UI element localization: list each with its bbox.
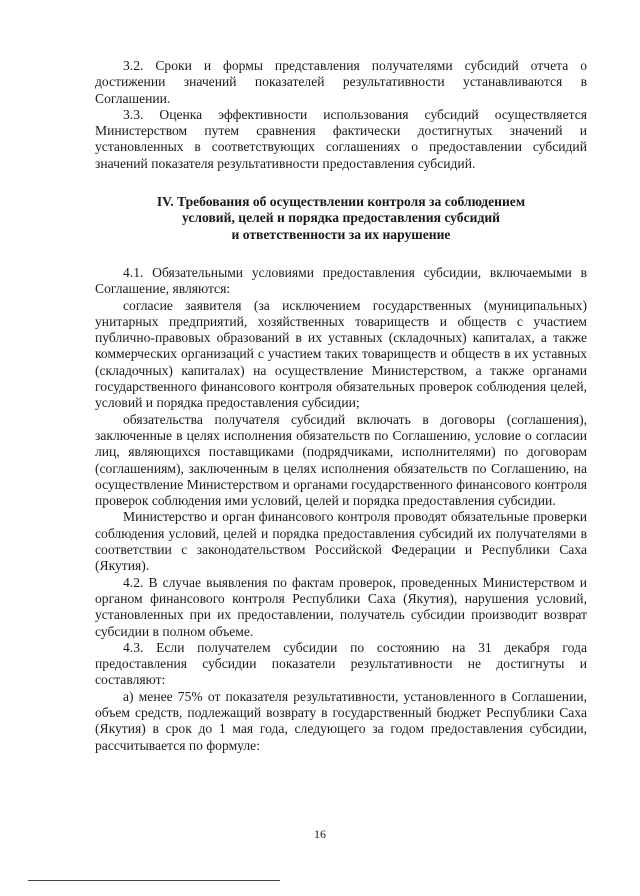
- footer-divider: [28, 880, 280, 881]
- paragraph-consent: согласие заявителя (за исключением государственных (муниципальных) унитарных предприятий, хозяйственных товариществ и обществ с участием публично-правовых образований в их уставных (складочных) капиталах, а также коммерческих организаций с участием таких товариществ и обществ в их уставных (складочных) капиталах) на осуществление Министерством, а также органами государственного финансового контроля обязательных проверок соблюдения целей, условий и порядка предоставления субсидии;: [95, 297, 587, 411]
- heading-line-2: условий, целей и порядка предоставления субсидий: [181, 210, 501, 226]
- heading-line-3: и ответственности за их нарушение: [231, 226, 451, 242]
- heading-line-1: IV. Требования об осуществлении контроля за соблюдением: [156, 194, 526, 210]
- paragraph-inspections: Министерство и орган финансового контроля проводят обязательные проверки соблюдения условий, целей и порядка предоставления субсидий их получателями в соответствии с законодательством Российской Федерации и Республики Саха (Якутия).: [95, 509, 587, 574]
- section-heading: [95, 194, 587, 243]
- paragraph-4-1: 4.1. Обязательными условиями предоставления субсидии, включаемыми в Соглашение, являются:: [95, 264, 587, 297]
- document-page: [95, 58, 587, 754]
- paragraph-obligations: обязательства получателя субсидий включать в договоры (соглашения), заключенные в целях исполнения обязательств по Соглашению, условие о согласии лиц, являющихся поставщиками (подрядчиками, исполнителями) по договорам (соглашениям), заключенным в целях исполнения обязательств по Соглашению, на осуществление Министерством и органами государственного финансового контроля проверок соблюдения ими условий, целей и порядка предоставления субсидии.: [95, 411, 587, 509]
- paragraph-4-3-a: а) менее 75% от показателя результативности, установленного в Соглашении, объем средств, подлежащий возврату в государственный бюджет Республики Саха (Якутия) в срок до 1 мая года, следующего за годом предоставления субсидии, рассчитывается по формуле:: [95, 688, 587, 753]
- paragraph-4-3: 4.3. Если получателем субсидии по состоянию на 31 декабря года предоставления субсидии показатели результативности не достигнуты и составляют:: [95, 639, 587, 688]
- paragraph-3-2: 3.2. Сроки и формы представления получателями субсидий отчета о достижении значений показателей результативности устанавливаются в Соглашении.: [95, 58, 587, 106]
- page-number: 16: [314, 827, 326, 841]
- paragraph-4-2: 4.2. В случае выявления по фактам проверок, проведенных Министерством и органом финансового контроля Республики Саха (Якутия), нарушения условий, установленных при их предоставлении, получатель субсидии производит возврат субсидии в полном объеме.: [95, 574, 587, 639]
- paragraph-3-3: 3.3. Оценка эффективности использования субсидий осуществляется Министерством путем сравнения фактически достигнутых значений и установленных в соответствующих соглашениях о предоставлении субсидий значений показателя результативности предоставления субсидий.: [95, 106, 587, 171]
